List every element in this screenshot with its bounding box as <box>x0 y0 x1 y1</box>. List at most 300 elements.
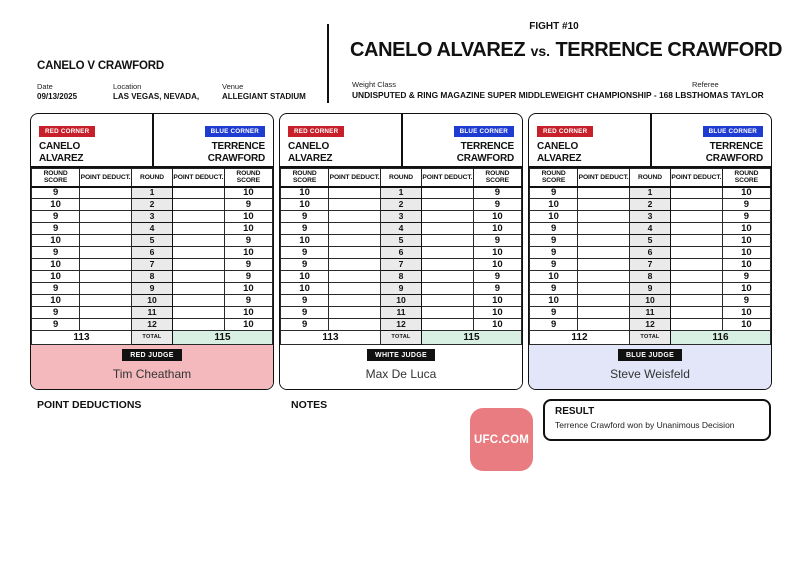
total-label: TOTAL <box>630 331 671 345</box>
score-row <box>32 295 273 307</box>
round-number: 12 <box>630 319 671 331</box>
blue-point-deduct <box>172 223 224 235</box>
blue-round-score: 10 <box>224 211 272 223</box>
red-round-score: 9 <box>281 223 329 235</box>
round-number: 2 <box>630 199 671 211</box>
score-row <box>32 283 273 295</box>
blue-round-score: 10 <box>722 307 770 319</box>
col-round-score-red: ROUND SCORE <box>530 169 578 187</box>
blue-round-score: 10 <box>722 259 770 271</box>
red-point-deduct <box>578 247 630 259</box>
round-number: 1 <box>381 187 422 199</box>
round-number: 12 <box>132 319 173 331</box>
red-round-score: 9 <box>530 307 578 319</box>
blue-round-score: 10 <box>722 187 770 199</box>
judge-card-white <box>279 113 523 390</box>
point-deductions-heading: POINT DEDUCTIONS <box>37 399 142 411</box>
score-row <box>530 223 771 235</box>
blue-round-score: 10 <box>473 307 521 319</box>
round-number: 4 <box>132 223 173 235</box>
weight-class-group <box>352 80 694 100</box>
red-point-deduct <box>578 235 630 247</box>
blue-point-deduct <box>421 235 473 247</box>
red-point-deduct <box>80 319 132 331</box>
red-point-deduct <box>578 223 630 235</box>
red-round-score: 9 <box>530 283 578 295</box>
red-point-deduct <box>80 247 132 259</box>
round-number: 8 <box>132 271 173 283</box>
blue-round-score: 10 <box>473 211 521 223</box>
score-row <box>32 259 273 271</box>
red-round-score: 9 <box>32 211 80 223</box>
score-row <box>530 187 771 199</box>
red-round-score: 10 <box>530 271 578 283</box>
blue-point-deduct <box>421 271 473 283</box>
red-point-deduct <box>329 295 381 307</box>
red-fighter-name: CANELO ALVAREZ <box>350 39 526 61</box>
location-group <box>113 82 199 101</box>
col-round-score-blue: ROUND SCORE <box>722 169 770 187</box>
red-round-score: 9 <box>530 247 578 259</box>
blue-point-deduct <box>172 283 224 295</box>
red-corner-badge: RED CORNER <box>537 126 593 137</box>
score-row <box>32 247 273 259</box>
blue-point-deduct <box>172 259 224 271</box>
blue-point-deduct <box>421 223 473 235</box>
red-point-deduct <box>578 259 630 271</box>
red-point-deduct <box>578 319 630 331</box>
date-group <box>37 82 77 101</box>
red-corner-half <box>31 114 152 166</box>
blue-round-score: 10 <box>473 295 521 307</box>
red-round-score: 9 <box>32 319 80 331</box>
red-round-score: 10 <box>32 295 80 307</box>
blue-point-deduct <box>670 187 722 199</box>
blue-round-score: 10 <box>224 247 272 259</box>
blue-round-score: 9 <box>473 187 521 199</box>
blue-round-score: 10 <box>722 223 770 235</box>
total-row <box>32 331 273 345</box>
red-round-score: 9 <box>530 319 578 331</box>
red-point-deduct <box>80 307 132 319</box>
red-round-score: 9 <box>530 259 578 271</box>
score-row <box>32 319 273 331</box>
red-point-deduct <box>329 247 381 259</box>
venue-value: ALLEGIANT STADIUM <box>222 92 306 101</box>
blue-corner-half <box>401 114 522 166</box>
blue-point-deduct <box>172 307 224 319</box>
blue-point-deduct <box>421 199 473 211</box>
col-round-score-blue: ROUND SCORE <box>224 169 272 187</box>
referee-label: Referee <box>692 80 719 89</box>
blue-round-score: 9 <box>722 199 770 211</box>
red-point-deduct <box>80 199 132 211</box>
round-number: 6 <box>132 247 173 259</box>
blue-round-score: 9 <box>224 271 272 283</box>
score-header-row <box>281 169 522 187</box>
score-row <box>281 187 522 199</box>
blue-round-score: 10 <box>722 235 770 247</box>
blue-point-deduct <box>172 199 224 211</box>
blue-round-score: 10 <box>224 283 272 295</box>
blue-round-score: 10 <box>473 319 521 331</box>
round-number: 3 <box>630 211 671 223</box>
fighters-row <box>350 39 782 62</box>
judge-section <box>280 345 522 389</box>
blue-point-deduct <box>670 235 722 247</box>
red-point-deduct <box>80 259 132 271</box>
names-divider <box>401 114 403 166</box>
blue-round-score: 9 <box>473 283 521 295</box>
red-point-deduct <box>578 211 630 223</box>
col-round: ROUND <box>381 169 422 187</box>
red-point-deduct <box>80 187 132 199</box>
col-round-score-red: ROUND SCORE <box>32 169 80 187</box>
blue-total: 115 <box>172 331 272 345</box>
red-round-score: 10 <box>32 271 80 283</box>
blue-point-deduct <box>421 247 473 259</box>
red-round-score: 9 <box>530 235 578 247</box>
score-table <box>280 168 522 345</box>
score-row <box>32 187 273 199</box>
ufc-com-logo: UFC.COM <box>470 408 533 471</box>
red-round-score: 10 <box>32 259 80 271</box>
result-text: Terrence Crawford won by Unanimous Decision <box>555 420 735 430</box>
blue-round-score: 10 <box>473 259 521 271</box>
blue-point-deduct <box>670 223 722 235</box>
col-round: ROUND <box>630 169 671 187</box>
score-row <box>281 211 522 223</box>
round-number: 6 <box>381 247 422 259</box>
blue-round-score: 10 <box>722 283 770 295</box>
blue-point-deduct <box>421 187 473 199</box>
col-point-deduct-blue: POINT DEDUCT. <box>172 169 224 187</box>
blue-point-deduct <box>421 211 473 223</box>
round-number: 11 <box>132 307 173 319</box>
round-number: 9 <box>132 283 173 295</box>
score-row <box>32 223 273 235</box>
red-round-score: 10 <box>530 295 578 307</box>
judge-card-red <box>30 113 274 390</box>
round-number: 10 <box>630 295 671 307</box>
blue-corner-badge: BLUE CORNER <box>205 126 265 137</box>
round-number: 6 <box>630 247 671 259</box>
score-row <box>281 235 522 247</box>
round-number: 7 <box>381 259 422 271</box>
round-number: 9 <box>630 283 671 295</box>
red-round-score: 9 <box>281 319 329 331</box>
red-round-score: 9 <box>32 247 80 259</box>
score-row <box>281 307 522 319</box>
names-divider <box>650 114 652 166</box>
red-point-deduct <box>329 199 381 211</box>
red-point-deduct <box>329 187 381 199</box>
red-point-deduct <box>80 211 132 223</box>
round-number: 10 <box>132 295 173 307</box>
red-round-score: 9 <box>281 259 329 271</box>
score-row <box>530 199 771 211</box>
blue-round-score: 10 <box>224 223 272 235</box>
location-value: LAS VEGAS, NEVADA, <box>113 92 200 101</box>
red-round-score: 9 <box>32 283 80 295</box>
score-row <box>530 319 771 331</box>
blue-point-deduct <box>421 295 473 307</box>
blue-round-score: 9 <box>473 235 521 247</box>
round-number: 5 <box>630 235 671 247</box>
referee-value: THOMAS TAYLOR <box>692 90 764 100</box>
red-total: 113 <box>32 331 132 345</box>
red-round-score: 9 <box>281 307 329 319</box>
blue-round-score: 9 <box>224 199 272 211</box>
card-names-section <box>280 114 522 168</box>
blue-fighter-name: TERRENCE CRAWFORD <box>555 39 782 61</box>
round-number: 2 <box>381 199 422 211</box>
round-number: 7 <box>630 259 671 271</box>
red-point-deduct <box>329 235 381 247</box>
judge-section <box>31 345 273 389</box>
total-row <box>281 331 522 345</box>
score-table <box>529 168 771 345</box>
blue-point-deduct <box>172 319 224 331</box>
red-point-deduct <box>578 283 630 295</box>
red-round-score: 10 <box>530 211 578 223</box>
blue-point-deduct <box>172 187 224 199</box>
red-corner-half <box>280 114 401 166</box>
fight-number: FIGHT #10 <box>529 21 579 32</box>
blue-round-score: 9 <box>473 199 521 211</box>
score-row <box>530 211 771 223</box>
blue-point-deduct <box>670 271 722 283</box>
score-row <box>281 295 522 307</box>
blue-point-deduct <box>670 247 722 259</box>
blue-round-score: 10 <box>473 247 521 259</box>
blue-point-deduct <box>421 259 473 271</box>
red-total: 112 <box>530 331 630 345</box>
blue-point-deduct <box>172 295 224 307</box>
red-point-deduct <box>329 223 381 235</box>
header-divider <box>327 24 329 103</box>
red-point-deduct <box>578 295 630 307</box>
blue-round-score: 10 <box>224 187 272 199</box>
score-row <box>32 307 273 319</box>
score-row <box>281 223 522 235</box>
vs-label: vs. <box>530 43 551 59</box>
red-round-score: 10 <box>32 199 80 211</box>
score-row <box>281 283 522 295</box>
red-round-score: 9 <box>530 223 578 235</box>
blue-round-score: 9 <box>224 235 272 247</box>
score-row <box>530 259 771 271</box>
red-round-score: 9 <box>281 211 329 223</box>
red-round-score: 10 <box>281 199 329 211</box>
score-row <box>281 247 522 259</box>
blue-point-deduct <box>670 283 722 295</box>
round-number: 1 <box>132 187 173 199</box>
blue-corner-half <box>650 114 771 166</box>
round-number: 8 <box>630 271 671 283</box>
round-number: 1 <box>630 187 671 199</box>
judge-badge: BLUE JUDGE <box>618 349 682 361</box>
notes-heading: NOTES <box>291 399 328 411</box>
red-point-deduct <box>80 283 132 295</box>
score-row <box>32 199 273 211</box>
blue-round-score: 9 <box>473 271 521 283</box>
judge-cards <box>30 113 772 390</box>
red-point-deduct <box>329 319 381 331</box>
red-round-score: 9 <box>530 187 578 199</box>
blue-round-score: 10 <box>224 319 272 331</box>
round-number: 5 <box>381 235 422 247</box>
judge-badge: WHITE JUDGE <box>367 349 435 361</box>
blue-corner-half <box>152 114 273 166</box>
venue-group <box>222 82 306 101</box>
red-point-deduct <box>329 211 381 223</box>
referee-group <box>692 80 764 100</box>
red-round-score: 9 <box>281 295 329 307</box>
blue-point-deduct <box>670 259 722 271</box>
total-label: TOTAL <box>132 331 173 345</box>
red-point-deduct <box>578 199 630 211</box>
blue-corner-badge: BLUE CORNER <box>454 126 514 137</box>
blue-total: 116 <box>670 331 770 345</box>
score-header-row <box>530 169 771 187</box>
round-number: 8 <box>381 271 422 283</box>
score-table <box>31 168 273 345</box>
round-number: 10 <box>381 295 422 307</box>
blue-total: 115 <box>421 331 521 345</box>
col-point-deduct-blue: POINT DEDUCT. <box>421 169 473 187</box>
red-point-deduct <box>80 271 132 283</box>
blue-point-deduct <box>421 319 473 331</box>
red-corner-badge: RED CORNER <box>288 126 344 137</box>
score-row <box>530 295 771 307</box>
red-round-score: 10 <box>530 199 578 211</box>
total-label: TOTAL <box>381 331 422 345</box>
judge-section <box>529 345 771 389</box>
blue-round-score: 10 <box>224 307 272 319</box>
blue-point-deduct <box>421 307 473 319</box>
red-point-deduct <box>578 271 630 283</box>
blue-corner-fighter: TERRENCE CRAWFORD <box>207 141 265 164</box>
blue-round-score: 9 <box>722 211 770 223</box>
blue-point-deduct <box>172 211 224 223</box>
names-divider <box>152 114 154 166</box>
venue-label: Venue <box>222 82 244 91</box>
blue-point-deduct <box>670 211 722 223</box>
blue-corner-fighter: TERRENCE CRAWFORD <box>456 141 514 164</box>
score-row <box>530 247 771 259</box>
weight-class-label: Weight Class <box>352 80 397 89</box>
score-row <box>281 259 522 271</box>
red-total: 113 <box>281 331 381 345</box>
score-row <box>32 211 273 223</box>
score-row <box>530 283 771 295</box>
col-point-deduct-red: POINT DEDUCT. <box>578 169 630 187</box>
result-box <box>543 399 771 441</box>
score-row <box>530 307 771 319</box>
score-row <box>281 199 522 211</box>
result-label: RESULT <box>555 406 595 417</box>
judge-name: Steve Weisfeld <box>610 367 690 381</box>
card-names-section <box>529 114 771 168</box>
score-header-row <box>32 169 273 187</box>
round-number: 5 <box>132 235 173 247</box>
blue-corner-badge: BLUE CORNER <box>703 126 763 137</box>
red-corner-fighter: CANELO ALVAREZ <box>288 141 333 164</box>
red-point-deduct <box>80 295 132 307</box>
weight-class-value: UNDISPUTED & RING MAGAZINE SUPER MIDDLEWEIGHT CHAMPIONSHIP - 168 LBS. <box>352 90 695 100</box>
score-row <box>281 271 522 283</box>
red-round-score: 10 <box>281 271 329 283</box>
red-corner-half <box>529 114 650 166</box>
total-row <box>530 331 771 345</box>
red-round-score: 9 <box>32 223 80 235</box>
round-number: 7 <box>132 259 173 271</box>
col-point-deduct-blue: POINT DEDUCT. <box>670 169 722 187</box>
date-label: Date <box>37 82 53 91</box>
location-label: Location <box>113 82 142 91</box>
blue-round-score: 10 <box>722 247 770 259</box>
blue-round-score: 10 <box>722 319 770 331</box>
red-corner-fighter: CANELO ALVAREZ <box>39 141 84 164</box>
red-point-deduct <box>578 187 630 199</box>
red-point-deduct <box>329 259 381 271</box>
blue-point-deduct <box>670 295 722 307</box>
blue-point-deduct <box>172 235 224 247</box>
col-round-score-red: ROUND SCORE <box>281 169 329 187</box>
judge-name: Max De Luca <box>365 367 437 381</box>
round-number: 4 <box>381 223 422 235</box>
red-round-score: 10 <box>281 187 329 199</box>
judge-badge: RED JUDGE <box>122 349 182 361</box>
round-number: 11 <box>630 307 671 319</box>
red-corner-badge: RED CORNER <box>39 126 95 137</box>
card-names-section <box>31 114 273 168</box>
score-row <box>281 319 522 331</box>
red-point-deduct <box>578 307 630 319</box>
round-number: 2 <box>132 199 173 211</box>
blue-point-deduct <box>172 247 224 259</box>
judge-name: Tim Cheatham <box>112 367 192 381</box>
score-row <box>530 235 771 247</box>
round-number: 11 <box>381 307 422 319</box>
red-point-deduct <box>80 235 132 247</box>
blue-point-deduct <box>670 199 722 211</box>
col-round: ROUND <box>132 169 173 187</box>
date-value: 09/13/2025 <box>37 92 78 101</box>
red-round-score: 9 <box>32 187 80 199</box>
blue-round-score: 10 <box>473 223 521 235</box>
blue-round-score: 9 <box>722 271 770 283</box>
round-number: 9 <box>381 283 422 295</box>
round-number: 12 <box>381 319 422 331</box>
col-point-deduct-red: POINT DEDUCT. <box>329 169 381 187</box>
blue-round-score: 9 <box>722 295 770 307</box>
blue-corner-fighter: TERRENCE CRAWFORD <box>705 141 763 164</box>
red-point-deduct <box>329 307 381 319</box>
judge-card-blue <box>528 113 772 390</box>
round-number: 3 <box>132 211 173 223</box>
blue-round-score: 9 <box>224 259 272 271</box>
round-number: 4 <box>630 223 671 235</box>
red-round-score: 10 <box>281 235 329 247</box>
blue-point-deduct <box>670 319 722 331</box>
red-round-score: 9 <box>32 307 80 319</box>
red-point-deduct <box>329 283 381 295</box>
blue-point-deduct <box>670 307 722 319</box>
blue-round-score: 9 <box>224 295 272 307</box>
red-point-deduct <box>329 271 381 283</box>
